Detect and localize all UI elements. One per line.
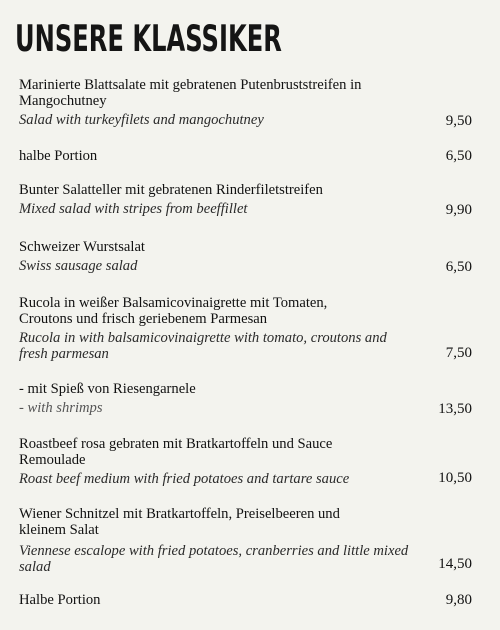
menu-item (19, 506, 472, 576)
menu-title: UNSERE KLASSIKER (15, 18, 282, 61)
dish-price: 14,50 (438, 556, 472, 572)
dish-name-en: - with shrimps (19, 400, 103, 416)
dish-name-de: Wiener Schnitzel mit Bratkartoffeln, Preiselbeeren und kleinem Salat (19, 506, 340, 538)
dish-price: 10,50 (438, 470, 472, 486)
dish-name-en: Rucola in with balsamicovinaigrette with tomato, croutons and fresh parmesan (19, 330, 387, 362)
dish-name-en: Salad with turkeyfilets and mangochutney (19, 112, 264, 128)
dish-name-en: Viennese escalope with fried potatoes, cranberries and little mixed salad (19, 543, 409, 575)
menu-item (19, 77, 472, 133)
dish-name-de: - mit Spieß von Riesengarnele (19, 381, 196, 397)
menu-item (19, 436, 472, 488)
dish-price: 7,50 (445, 345, 472, 361)
dish-name-de: halbe Portion (19, 148, 98, 164)
dish-name-en: Roast beef medium with fried potatoes and tartare sauce (19, 471, 350, 487)
dish-price: 13,50 (438, 401, 472, 417)
menu-item (19, 592, 472, 612)
dish-name-de: Bunter Salatteller mit gebratenen Rinderfiletstreifen (19, 182, 323, 198)
dish-name-en: Mixed salad with stripes from beeffillet (19, 201, 248, 217)
dish-price: 6,50 (445, 259, 472, 275)
menu-item (19, 295, 472, 365)
dish-price: 9,90 (445, 202, 472, 218)
dish-name-de: Schweizer Wurstsalat (19, 239, 145, 255)
dish-price: 9,50 (445, 113, 472, 129)
dish-name-de: Rucola in weißer Balsamicovinaigrette mit Tomaten, Croutons und frisch geriebenem Parmesan (19, 295, 328, 327)
menu-item (19, 239, 472, 279)
dish-price: 6,50 (445, 148, 472, 164)
dish-name-de: Marinierte Blattsalate mit gebratenen Putenbruststreifen in Mangochutney (19, 77, 362, 109)
menu-item (19, 148, 472, 168)
menu-item (19, 381, 472, 421)
dish-name-de: Roastbeef rosa gebraten mit Bratkartoffeln und Sauce Remoulade (19, 436, 333, 468)
dish-name-en: Swiss sausage salad (19, 258, 138, 274)
dish-name-de: Halbe Portion (19, 592, 101, 608)
dish-price: 9,80 (445, 592, 472, 608)
menu-item (19, 182, 472, 222)
